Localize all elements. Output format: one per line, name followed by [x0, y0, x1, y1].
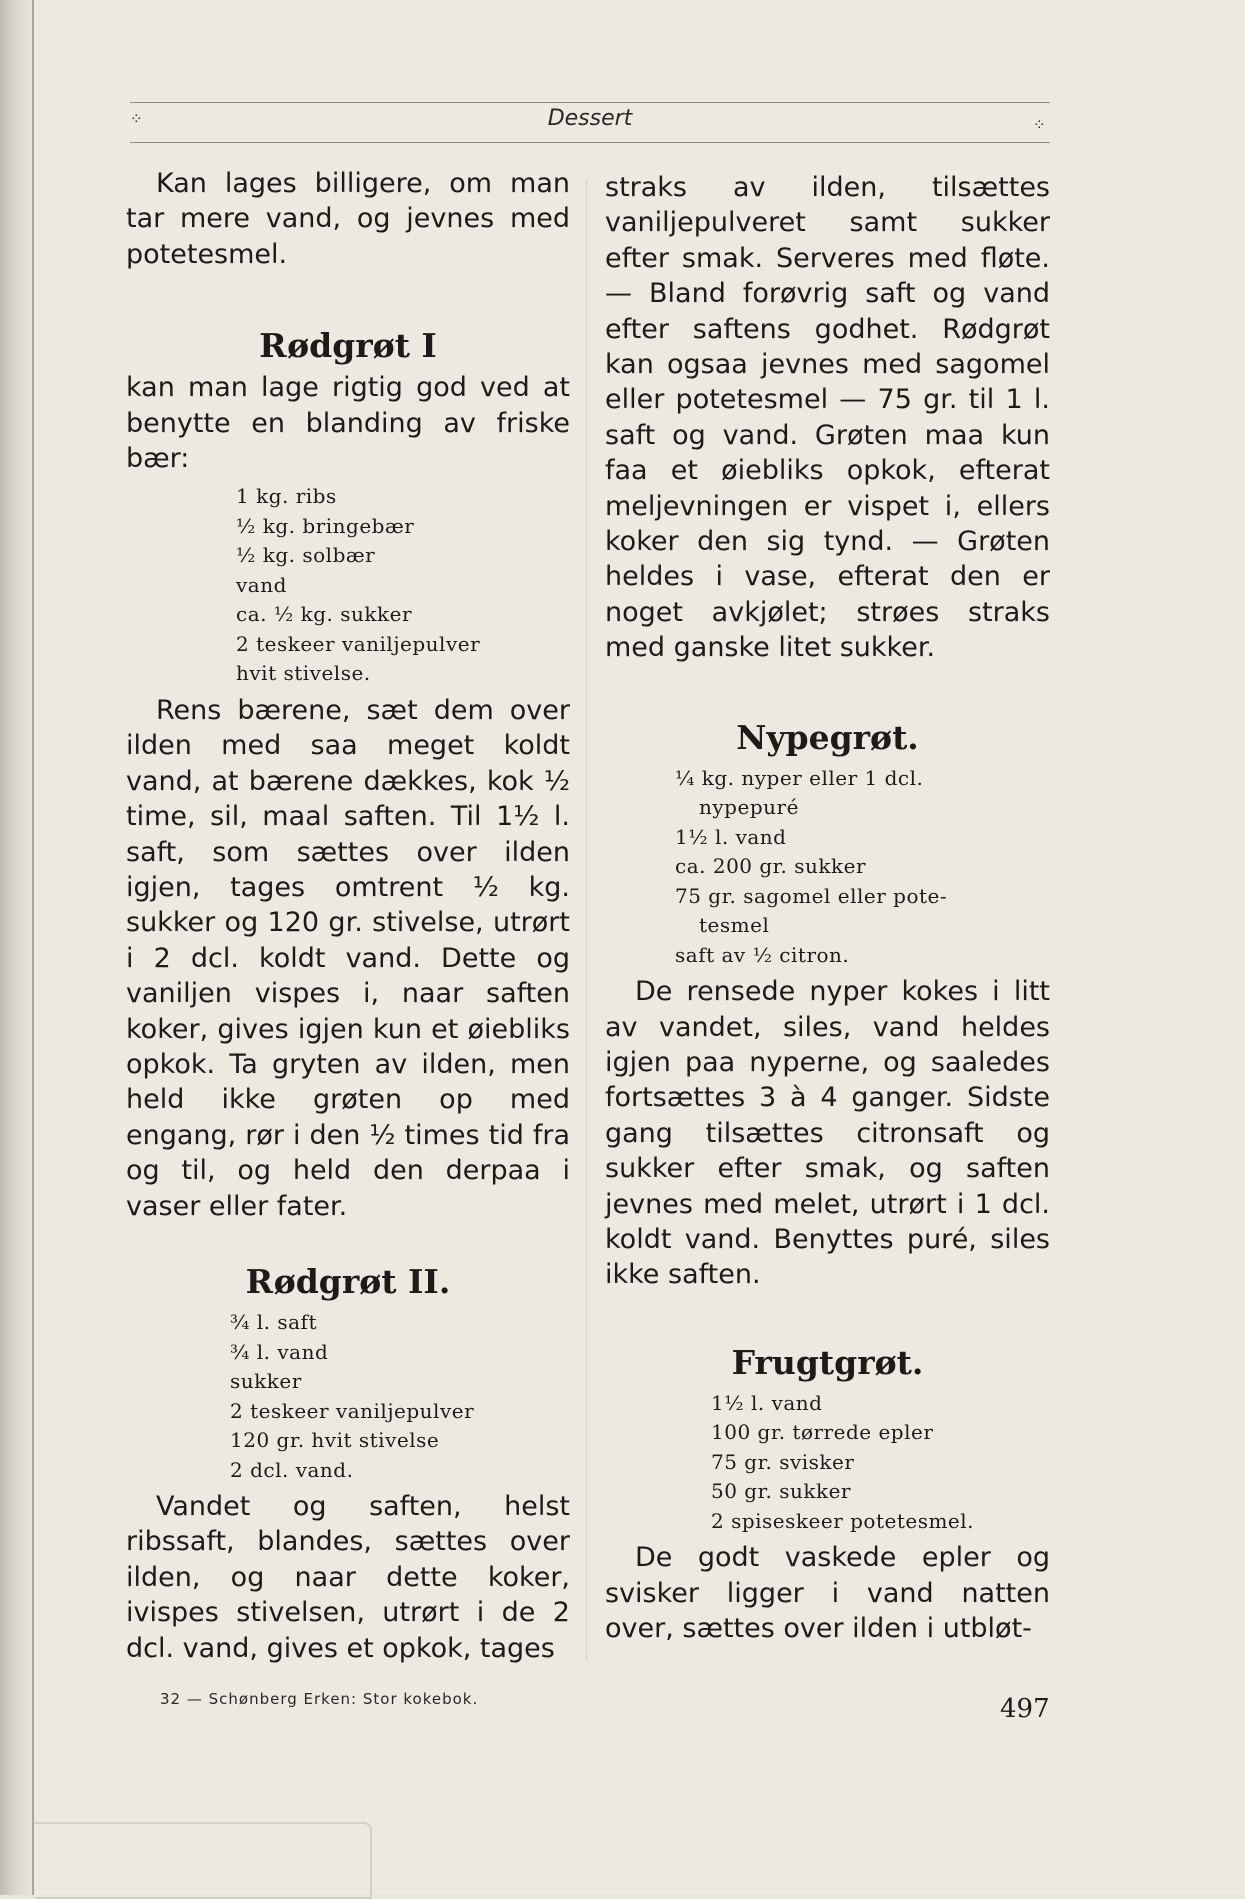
- ingredient-item: nypepuré: [699, 795, 799, 820]
- ingredient-item: 1 kg. ribs: [236, 484, 337, 509]
- continued-paragraph: straks av ilden, tilsættes vaniljepulveret samt sukker efter smak. Serveres med fløte. — Bland forøvrig saft og vand efter saftens godhet. Rødgrøt kan ogsaa jevnes med sagomel eller potetesmel — 75 gr. til 1 l. saft og vand. Grøten maa kun faa et øiebliks opkok, efterat meljevningen er vispet i, ellers koker den sig tynd. — Grøten heldes i vase, efterat den er noget avkjølet; strøes straks med ganske litet sukker.: [605, 172, 1050, 664]
- ingredient-item: tesmel: [699, 913, 770, 938]
- recipe-lead: kan man lage rigtig god ved at benytte en blanding av friske bær:: [126, 372, 570, 475]
- running-header: [130, 100, 1050, 146]
- ingredient-item: ¼ kg. nyper eller 1 dcl.: [675, 765, 924, 790]
- ornament-left-icon: ⁘: [130, 110, 143, 128]
- right-column: [605, 170, 1050, 1647]
- ingredient-item: 120 gr. hvit stivelse: [230, 1428, 440, 1453]
- header-title: Dessert: [547, 106, 633, 131]
- signature-line: 32 — Schønberg Erken: Stor kokebok.: [160, 1690, 479, 1708]
- page-corner-mark: [35, 1822, 372, 1899]
- ingredient-item: 75 gr. sagomel eller pote-: [675, 883, 948, 908]
- ingredient-item: 2 dcl. vand.: [230, 1457, 354, 1482]
- recipe-method: De godt vaskede epler og svisker ligger i vand natten over, sættes over ilden i utbløt-: [605, 1542, 1050, 1645]
- header-rule-top: [130, 102, 1050, 103]
- ingredient-item: ca. 200 gr. sukker: [675, 854, 867, 879]
- header-rule-bottom: [130, 142, 1050, 143]
- ingredient-item: 100 gr. tørrede epler: [711, 1420, 934, 1445]
- ingredient-item: 2 teskeer vaniljepulver: [236, 631, 481, 656]
- ingredient-item: saft av ½ citron.: [675, 942, 850, 967]
- ingredient-item: sukker: [230, 1369, 302, 1394]
- page-number: 497: [1000, 1694, 1050, 1724]
- left-column: [126, 166, 570, 1666]
- recipe-title: Rødgrøt II.: [245, 1262, 451, 1302]
- ingredient-item: ½ kg. bringebær: [236, 513, 415, 538]
- ingredient-item: ½ kg. solbær: [236, 543, 376, 568]
- book-binding: [0, 0, 36, 1895]
- ingredient-item: hvit stivelse.: [236, 661, 371, 686]
- ingredient-item: 1½ l. vand: [711, 1390, 823, 1415]
- recipe-method: Vandet og saften, helst ribssaft, blandes, sættes over ilden, og naar dette koker, ivispes stivelsen, utrørt i de 2 dcl. vand, gives et opkok, tages: [126, 1491, 570, 1664]
- ingredient-list: [126, 482, 570, 689]
- column-divider: [586, 180, 587, 1660]
- ingredient-list: [126, 1308, 570, 1485]
- ingredient-item: 75 gr. svisker: [711, 1449, 855, 1474]
- ingredient-item: ¾ l. vand: [230, 1339, 329, 1364]
- ingredient-item: 1½ l. vand: [675, 824, 787, 849]
- ingredient-item: 2 spiseskeer potetesmel.: [711, 1508, 975, 1533]
- binding-edge: [32, 0, 34, 1895]
- ingredient-item: 50 gr. sukker: [711, 1479, 851, 1504]
- ingredient-item: ¾ l. saft: [230, 1310, 317, 1335]
- ingredient-item: vand: [236, 572, 287, 597]
- recipe-title: Nypegrøt.: [736, 717, 919, 757]
- intro-paragraph: Kan lages billigere, om man tar mere vand, og jevnes med potetesmel.: [126, 168, 570, 270]
- recipe-title: Frugtgrøt.: [731, 1342, 924, 1382]
- ingredient-list: [605, 764, 1050, 971]
- ingredient-list: [605, 1389, 1050, 1537]
- recipe-title: Rødgrøt I: [259, 326, 437, 366]
- ingredient-item: 2 teskeer vaniljepulver: [230, 1398, 475, 1423]
- recipe-method: Rens bærene, sæt dem over ilden med saa meget koldt vand, at bærene dækkes, kok ½ time, sil, maal saften. Til 1½ l. saft, som sættes over ilden igjen, tages omtrent ½ kg. sukker og 120 gr. stivelse, utrørt i 2 dcl. koldt vand. Dette og vaniljen vispes i, naar saften koker, gives igjen kun et øiebliks opkok. Ta gryten av ilden, men held ikke grøten op med engang, rør i den ½ times tid fra og til, og held den derpaa i vaser eller fater.: [126, 694, 570, 1222]
- recipe-method: De rensede nyper kokes i litt av vandet, siles, vand heldes igjen paa nyperne, og saaledes fortsættes 3 à 4 ganger. Sidste gang tilsættes citronsaft og sukker efter smak, og saften jevnes med melet, utrørt i 1 dcl. koldt vand. Benyttes puré, siles ikke saften.: [605, 976, 1050, 1291]
- ornament-right-icon: ⁘: [1033, 116, 1046, 134]
- ingredient-item: ca. ½ kg. sukker: [236, 602, 412, 627]
